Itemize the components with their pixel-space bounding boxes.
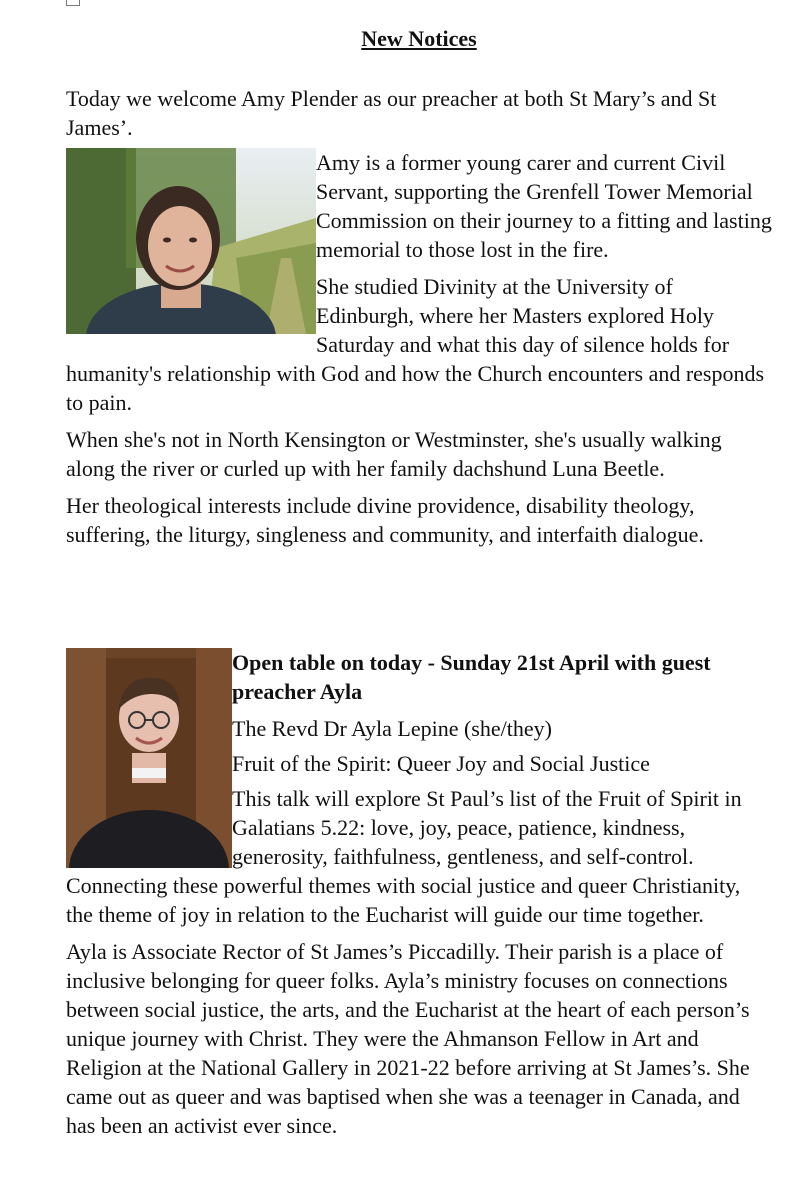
intro-paragraph: Today we welcome Amy Plender as our preacher at both St Mary’s and St James’.	[66, 86, 717, 140]
portrait-photo-outdoors-icon	[66, 148, 316, 334]
ayla-bio: Ayla is Associate Rector of St James’s Piccadilly. Their parish is a place of inclusive belonging for queer folks. Ayla’s ministry focuses on connections between social justice, the arts, and the Eucharist at the heart of each person’s unique journey with Christ. They were the Ahmanson Fellow in Art and Religion at the National Gallery in 2021-22 before arriving at St James’s. She came out as queer and was baptised when she was a teenager in Canada, and has been an activist ever since.	[66, 939, 750, 1138]
amy-paragraph-2: She studied Divinity at the University of Edinburgh, where her Masters explored Holy Saturday and what this day of silence holds for humanity's relationship with God and how the Church encounters and responds to pain.	[66, 274, 765, 415]
amy-paragraph-1: Amy is a former young carer and current Civil Servant, supporting the Grenfell Tower Memorial Commission on their journey to a fitting and lasting memorial to those lost in the fire.	[316, 150, 772, 262]
amy-paragraph-3: When she's not in North Kensington or Westminster, she's usually walking along the river or curled up with her family dachshund Luna Beetle.	[66, 427, 722, 481]
amy-paragraph-4: Her theological interests include divine providence, disability theology, suffering, the liturgy, singleness and community, and interfaith dialogue.	[66, 493, 704, 547]
ayla-name-line: The Revd Dr Ayla Lepine (she/they)	[232, 716, 552, 741]
page-title: New Notices	[361, 26, 477, 51]
ayla-photo	[66, 648, 232, 868]
amy-section	[66, 148, 772, 549]
intro-block	[66, 84, 772, 142]
portrait-photo-clergy-icon	[66, 648, 232, 868]
ayla-talk-description: This talk will explore St Paul’s list of the Fruit of Spirit in Galatians 5.22: love, joy, peace, patience, kindness, generosity, faithfulness, gentleness, and self-control. Connecting these powerful themes with social justice and queer Christianity, the theme of joy in relation to the Eucharist will guide our time together.	[66, 786, 742, 927]
checkbox-icon	[66, 0, 80, 6]
ayla-talk-title: Fruit of the Spirit: Queer Joy and Social Justice	[232, 751, 650, 776]
amy-photo	[66, 148, 316, 334]
ayla-section	[66, 648, 772, 1140]
ayla-heading: Open table on today - Sunday 21st April with guest preacher Ayla	[232, 650, 711, 704]
